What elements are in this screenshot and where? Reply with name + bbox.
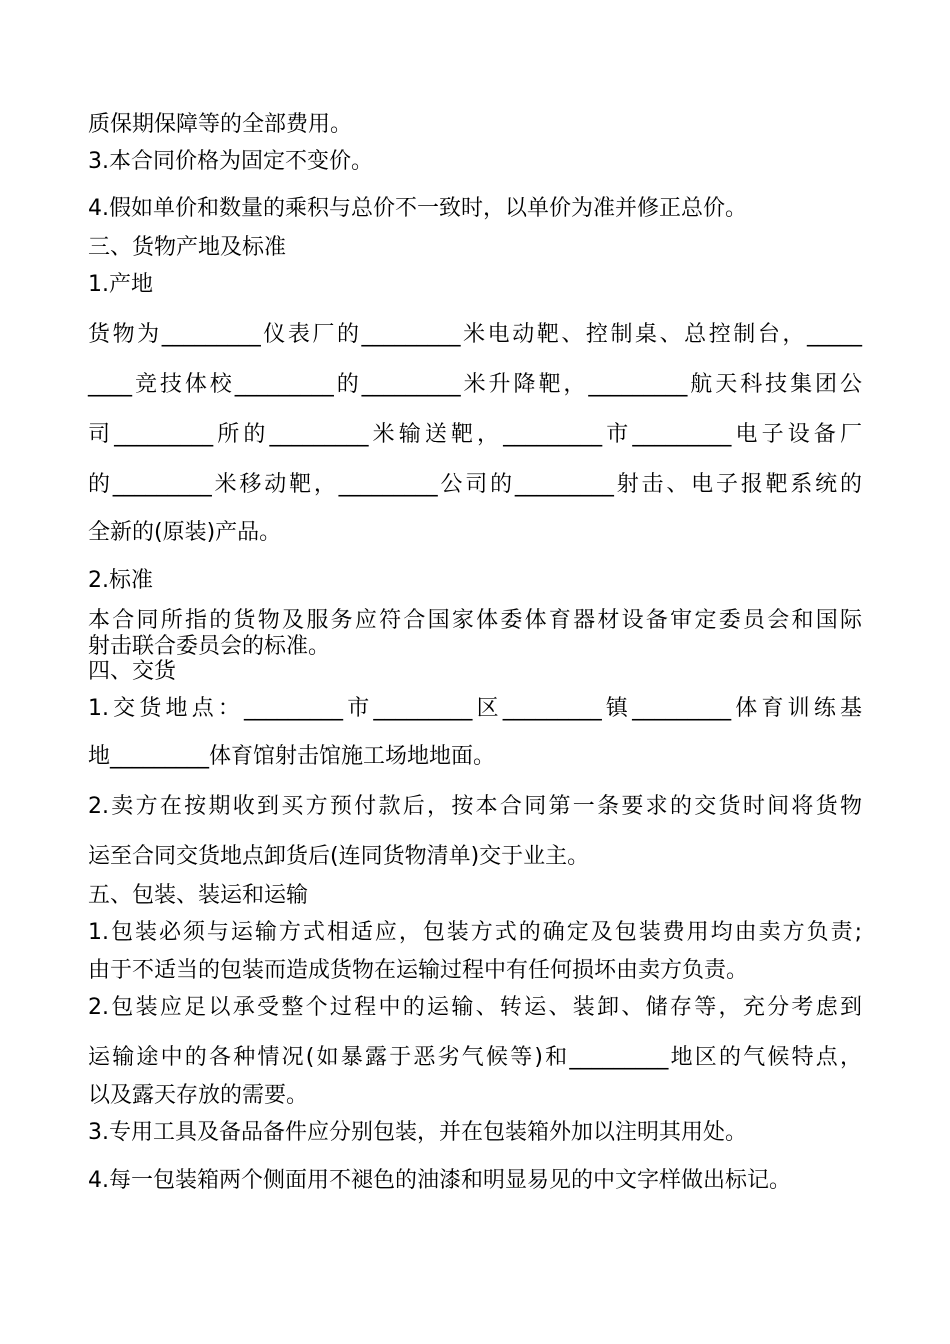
text-line-23: 运输途中的各种情况(如暴露于恶劣气候等)和_________地区的气候特点，	[88, 1045, 862, 1070]
text-line-15: 1.交货地点：_________市_________区_________镇_________体育训练基	[88, 696, 862, 721]
text-line-12: 本合同所指的货物及服务应符合国家体委体育器材设备审定委员会和国际	[88, 608, 862, 633]
text-line-20: 1.包装必须与运输方式相适应，包装方式的确定及包装费用均由卖方负责;	[88, 920, 862, 945]
text-line-22: 2.包装应足以承受整个过程中的运输、转运、装卸、储存等，充分考虑到	[88, 995, 862, 1020]
text-line-9: 的_________米移动靶，_________公司的_________射击、电子报靶系统的	[88, 472, 862, 497]
text-line-1: 质保期保障等的全部费用。	[88, 112, 353, 137]
section-heading-3: 三、货物产地及标准	[88, 235, 287, 260]
text-line-17: 2.卖方在按期收到买方预付款后，按本合同第一条要求的交货时间将货物	[88, 794, 862, 819]
subheading-standard: 2.标准	[88, 568, 153, 593]
section-heading-5: 五、包装、装运和运输	[88, 883, 309, 908]
text-line-10: 全新的(原装)产品。	[88, 520, 282, 545]
text-line-25: 3.专用工具及备品备件应分别包装，并在包装箱外加以注明其用处。	[88, 1120, 747, 1145]
text-line-18: 运至合同交货地点卸货后(连同货物清单)交于业主。	[88, 844, 590, 869]
text-line-26: 4.每一包装箱两个侧面用不褪色的油漆和明显易见的中文字样做出标记。	[88, 1168, 791, 1193]
text-line-7: ____竞技体校_________的_________米升降靶，_________航天科技集团公	[88, 372, 862, 397]
section-heading-4: 四、交货	[88, 659, 177, 684]
text-line-13: 射击联合委员会的标准。	[88, 634, 331, 659]
text-line-21: 由于不适当的包装而造成货物在运输过程中有任何损坏由卖方负责。	[88, 958, 749, 983]
text-line-16: 地_________体育馆射击馆施工场地地面。	[88, 744, 496, 769]
text-line-2: 3.本合同价格为固定不变价。	[88, 149, 373, 174]
text-line-24: 以及露天存放的需要。	[88, 1083, 309, 1108]
text-line-8: 司_________所的_________米输送靶，_________市_________电子设备厂	[88, 422, 862, 447]
text-line-3: 4.假如单价和数量的乘积与总价不一致时，以单价为准并修正总价。	[88, 196, 747, 221]
subheading-origin: 1.产地	[88, 272, 153, 297]
text-line-6: 货物为_________仪表厂的_________米电动靶、控制桌、总控制台，_____	[88, 322, 862, 347]
